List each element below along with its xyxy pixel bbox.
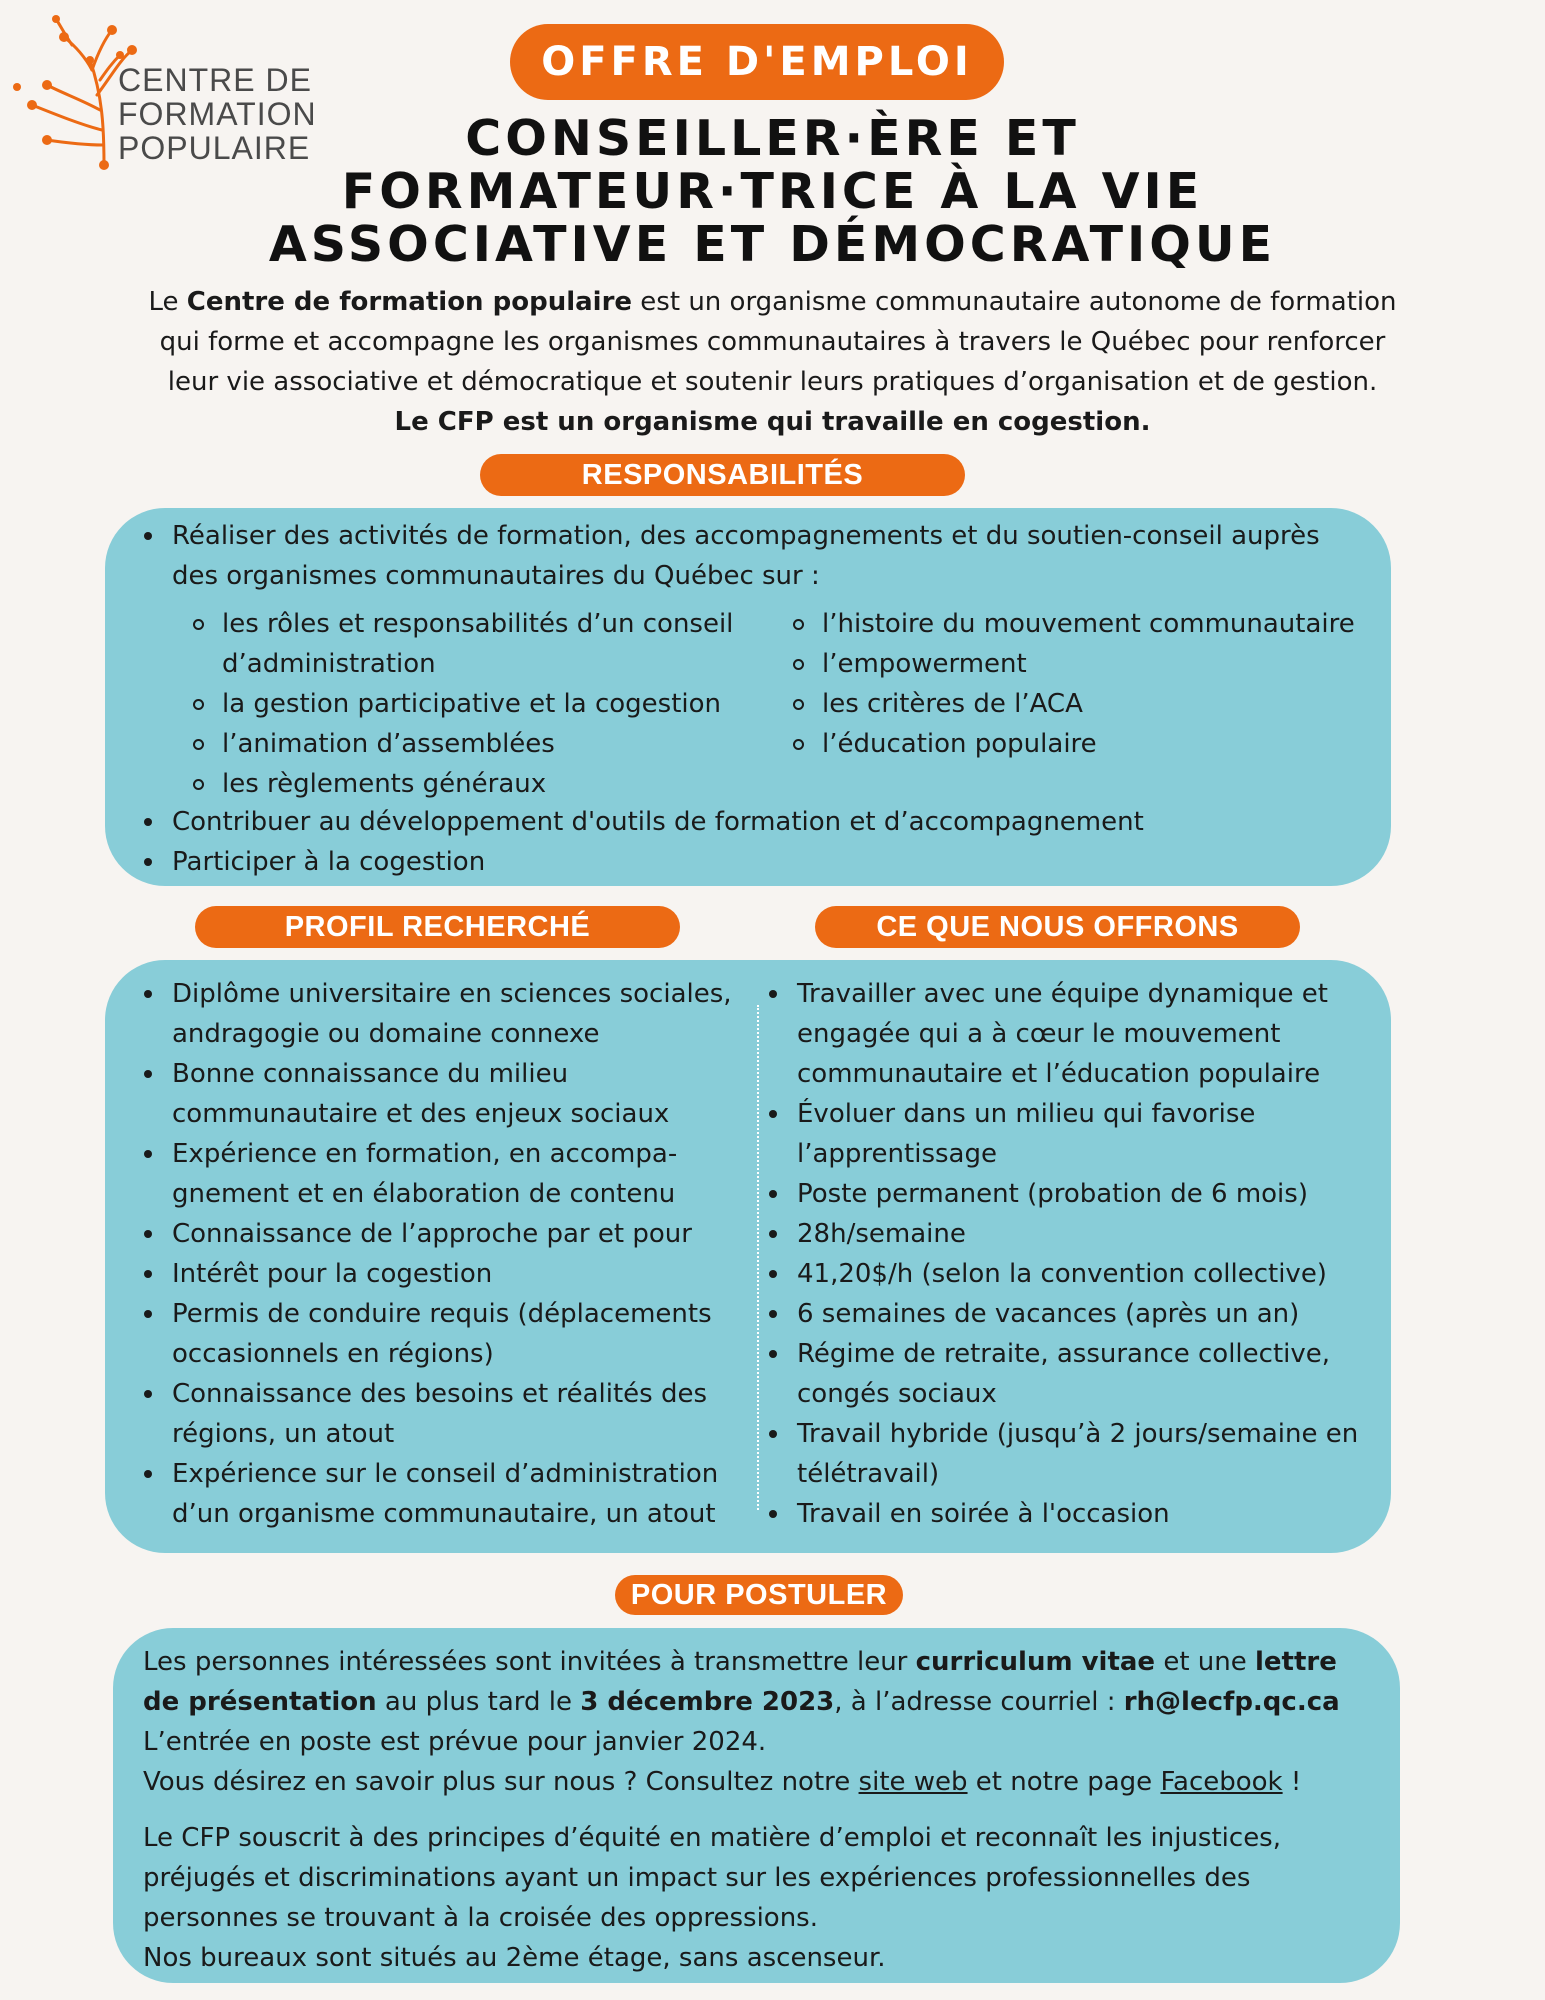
list-item: 41,20$/h (selon la convention collective): [765, 1254, 1358, 1294]
list-item: Connaissance de l’approche par et pour: [140, 1214, 732, 1254]
list-item: Expérience sur le conseil d’administration d’un organisme communautaire, un atout: [140, 1454, 732, 1534]
job-title-line: CONSEILLER·ÈRE ET: [465, 110, 1080, 167]
list-item: l’histoire du mouvement communautaire: [790, 604, 1355, 644]
intro-text: est un organisme communautaire autonome de formation: [632, 287, 1397, 317]
intro-paragraph: [100, 282, 1445, 442]
list-item: les critères de l’ACA: [790, 684, 1355, 724]
org-name: Centre de formation populaire: [186, 287, 633, 317]
list-item: Régime de retraite, assurance collective, congés sociaux: [765, 1334, 1358, 1414]
logo-line: FORMATION: [118, 96, 317, 132]
equity-text: personnes se trouvant à la croisée des oppressions.: [143, 1903, 818, 1933]
section-heading-profil: PROFIL RECHERCHÉ: [195, 906, 680, 948]
list-item: l’animation d’assemblées: [190, 724, 733, 764]
logo-line: POPULAIRE: [118, 130, 311, 166]
list-item: Diplôme universitaire en sciences sociales, andragogie ou domaine connexe: [140, 974, 732, 1054]
offer-badge: OFFRE D'EMPLOI: [510, 24, 1004, 100]
list-item: Intérêt pour la cogestion: [140, 1254, 732, 1294]
list-item: Travail en soirée à l'occasion: [765, 1494, 1358, 1534]
list-item: Connaissance des besoins et réalités des régions, un atout: [140, 1374, 732, 1454]
equity-text: Le CFP souscrit à des principes d’équité en matière d’emploi et reconnaît les injustices,: [143, 1823, 1281, 1853]
list-item: Travail hybride (jusqu’à 2 jours/semaine en télétravail): [765, 1414, 1358, 1494]
list-item: Bonne connaissance du milieu communautaire et des enjeux sociaux: [140, 1054, 732, 1134]
responsabilites-sublist-left: [190, 604, 733, 804]
job-title-line: FORMATEUR·TRICE À LA VIE: [341, 163, 1204, 220]
list-item: Participer à la cogestion: [140, 842, 1144, 882]
list-item: Permis de conduire requis (déplacements occasionnels en régions): [140, 1294, 732, 1374]
offre-list: [765, 974, 1358, 1534]
office-note: Nos bureaux sont situés au 2ème étage, sans ascenseur.: [143, 1943, 886, 1973]
list-item: Travailler avec une équipe dynamique et engagée qui a à cœur le mouvement communautaire et l’éducation populaire: [765, 974, 1358, 1094]
list-item: la gestion participative et la cogestion: [190, 684, 733, 724]
section-heading-postuler: POUR POSTULER: [615, 1575, 903, 1615]
intro-text: qui forme et accompagne les organismes communautaires à travers le Québec pour renforcer: [159, 327, 1386, 357]
section-heading-responsabilites: RESPONSABILITÉS: [480, 454, 965, 496]
list-item: 28h/semaine: [765, 1214, 1358, 1254]
section-heading-offre: CE QUE NOUS OFFRONS: [815, 906, 1300, 948]
responsabilites-list: [140, 516, 1320, 596]
start-date-text: L’entrée en poste est prévue pour janvier 2024.: [143, 1727, 767, 1757]
list-item: Contribuer au développement d'outils de formation et d’accompagnement: [140, 802, 1144, 842]
list-item: 6 semaines de vacances (après un an): [765, 1294, 1358, 1334]
job-title: [150, 112, 1395, 271]
equity-text: préjugés et discriminations ayant un impact sur les expériences professionnelles des: [143, 1863, 1251, 1893]
responsabilites-list-tail: [140, 802, 1144, 882]
intro-text: leur vie associative et démocratique et soutenir leurs pratiques d’organisation et de gestion.: [167, 367, 1378, 397]
column-divider: [757, 1005, 759, 1510]
postuler-text: Les personnes intéressées sont invitées à transmettre leur curriculum vitae et une lettre de présentation au plus tard le 3 décembre 2023, à l’adresse courriel : rh@lecfp.qc.ca L’entrée en poste est prévue pour janvier 2024. Vous désirez en savoir plus sur nous ? Consultez notre site web et notre page Facebook ! Le CFP souscrit à des principes d’équité en matière d’emploi et reconnaît les injustices, préjugés et discriminations ayant un impact sur les expériences professionnelles des personnes se trouvant à la croisée des oppressions. Nos bureaux sont situés au 2ème étage, sans ascenseur.: [143, 1642, 1383, 1978]
profil-list: [140, 974, 732, 1534]
intro-cogestion: Le CFP est un organisme qui travaille en cogestion.: [394, 407, 1151, 437]
email-link[interactable]: rh@lecfp.qc.ca: [1123, 1687, 1340, 1717]
logo-line: CENTRE DE: [118, 62, 312, 98]
facebook-link[interactable]: Facebook: [1160, 1767, 1283, 1797]
list-item: les règlements généraux: [190, 764, 733, 804]
list-item: l’empowerment: [790, 644, 1355, 684]
list-item: Évoluer dans un milieu qui favorise l’apprentissage: [765, 1094, 1358, 1174]
list-item: Poste permanent (probation de 6 mois): [765, 1174, 1358, 1214]
website-link[interactable]: site web: [858, 1767, 968, 1797]
list-item: l’éducation populaire: [790, 724, 1355, 764]
list-item: les rôles et responsabilités d’un conseil d’administration: [190, 604, 733, 684]
responsabilites-sublist-right: [790, 604, 1355, 764]
list-item: Réaliser des activités de formation, des accompagnements et du soutien-conseil auprès des organismes communautaires du Québec sur :: [140, 516, 1320, 596]
job-title-line: ASSOCIATIVE ET DÉMOCRATIQUE: [268, 216, 1277, 273]
intro-text: Le: [148, 287, 187, 317]
list-item: Expérience en formation, en accompa- gnement et en élaboration de contenu: [140, 1134, 732, 1214]
